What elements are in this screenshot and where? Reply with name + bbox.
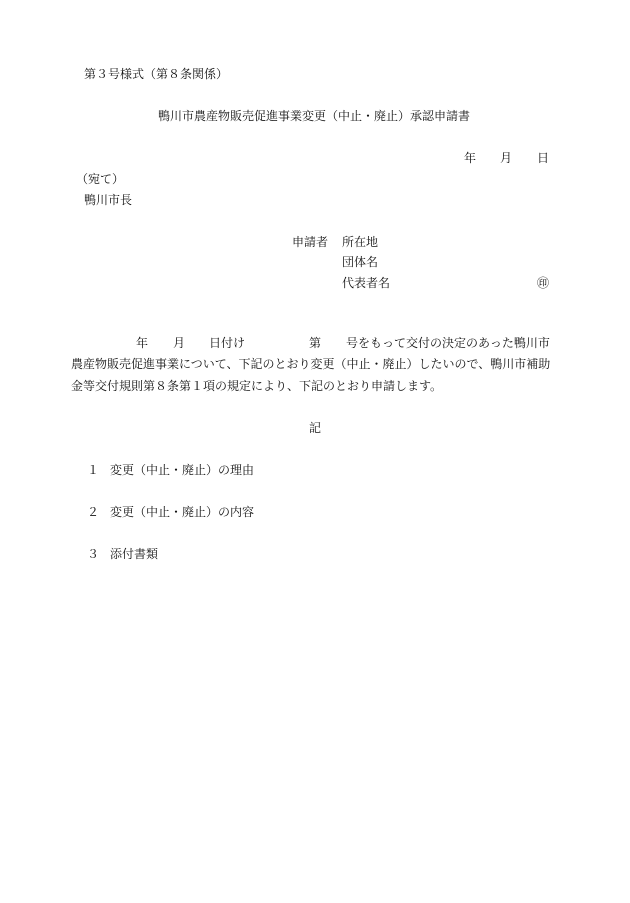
document-title: 鴨川市農産物販売促進事業変更（中止・廃止）承認申請書	[158, 109, 471, 123]
body-month: 月	[173, 336, 186, 350]
item-number: １	[87, 463, 100, 477]
seal-mark: ㊞	[537, 276, 550, 290]
item-label: 添付書類	[110, 547, 159, 561]
item-label: 変更（中止・廃止）の理由	[110, 463, 255, 477]
body-line2: 農産物販売促進事業について、下記のとおり変更（中止・廃止）したいので、鴨川市補助	[71, 357, 551, 371]
date-month: 月	[500, 151, 513, 165]
body-year: 年	[136, 336, 149, 350]
body-line1-rest: 号をもって交付の決定のあった鴨川市	[346, 336, 550, 350]
ki-heading: 記	[309, 421, 322, 435]
item-number: ３	[87, 547, 100, 561]
addressee-prefix: （宛て）	[76, 172, 125, 186]
item-label: 変更（中止・廃止）の内容	[110, 505, 255, 519]
org-label: 団体名	[342, 255, 379, 269]
body-date-suffix: 日付け	[209, 336, 246, 350]
addressee-name: 鴨川市長	[84, 193, 133, 207]
address-label: 所在地	[342, 235, 379, 249]
rep-label: 代表者名	[342, 276, 391, 290]
form-number: 第３号様式（第８条関係）	[84, 67, 229, 81]
item-number: ２	[87, 505, 100, 519]
date-day: 日	[537, 151, 550, 165]
body-line3: 金等交付規則第８条第１項の規定により、下記のとおり申請します。	[71, 379, 443, 393]
date-year: 年	[464, 151, 477, 165]
body-dai: 第	[309, 336, 322, 350]
applicant-label: 申請者	[292, 235, 329, 249]
